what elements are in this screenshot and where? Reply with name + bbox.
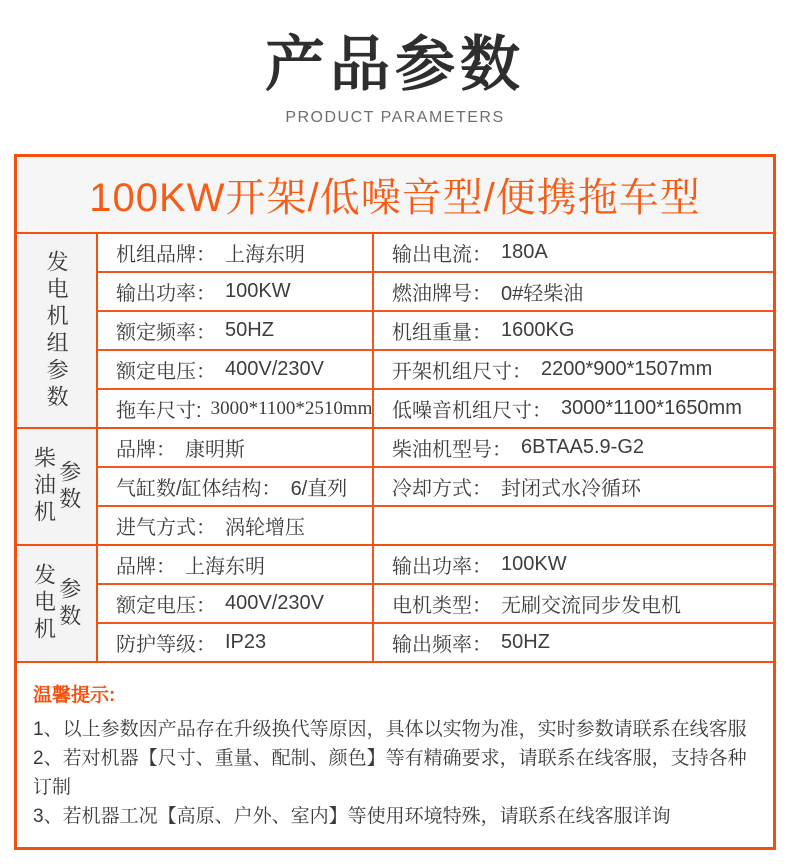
param-label: 额定电压： — [116, 361, 216, 383]
param-label: 气缸数/缸体结构： — [116, 478, 282, 500]
param-label: 拖车尺寸: — [116, 400, 202, 422]
param-cell — [374, 429, 773, 466]
param-value: 涡轮增压 — [225, 517, 305, 539]
param-label: 输出频率： — [392, 634, 492, 656]
param-value: 3000*1100*2510mm — [210, 397, 373, 419]
param-row — [98, 507, 773, 544]
param-cell — [374, 585, 773, 622]
param-cell — [374, 351, 773, 388]
param-value: 400V/230V — [225, 358, 324, 380]
param-cell — [374, 624, 773, 661]
notes-title: 温馨提示: — [33, 685, 116, 706]
param-label: 进气方式： — [116, 517, 216, 539]
param-cell — [98, 624, 374, 661]
vertical-label-sub: 参数 — [56, 576, 82, 631]
title-block — [0, 0, 790, 127]
param-cell — [98, 312, 374, 349]
param-value: 6/直列 — [290, 478, 348, 500]
section-genset-params — [17, 234, 773, 429]
param-value: 50HZ — [501, 631, 550, 653]
param-cell — [98, 351, 374, 388]
param-cell — [98, 390, 374, 427]
param-label: 机组重量： — [392, 322, 492, 344]
param-label: 冷却方式： — [392, 478, 492, 500]
param-row — [98, 312, 773, 351]
param-row — [98, 429, 773, 468]
page-title: 产品参数 — [265, 31, 525, 98]
param-cell — [98, 546, 374, 583]
param-cell — [374, 468, 773, 505]
param-value: 2200*900*1507mm — [541, 358, 713, 380]
model-header-text: 100KW开架/低噪音型/便携拖车型 — [89, 176, 701, 220]
param-cell — [374, 234, 773, 271]
param-label: 机组品牌： — [116, 244, 216, 266]
param-value: 上海东明 — [185, 556, 265, 578]
param-row — [98, 585, 773, 624]
vertical-label-sub: 参数 — [56, 459, 82, 514]
param-label: 额定电压： — [116, 595, 216, 617]
param-row — [98, 468, 773, 507]
param-value: 180A — [501, 241, 548, 263]
vertical-label-main: 发电机 — [31, 563, 57, 644]
section-label-genset — [17, 234, 98, 427]
param-value: 1600KG — [501, 319, 575, 341]
vertical-label-main: 发电机组参数 — [44, 249, 70, 412]
param-label: 开架机组尺寸： — [392, 361, 532, 383]
param-cell — [98, 429, 374, 466]
param-value: 0#轻柴油 — [501, 283, 584, 305]
param-label: 额定频率： — [116, 322, 216, 344]
param-value: 无刷交流同步发电机 — [501, 595, 681, 617]
param-label: 品牌： — [116, 556, 176, 578]
param-row — [98, 351, 773, 390]
param-value: 上海东明 — [225, 244, 305, 266]
param-label: 输出电流： — [392, 244, 492, 266]
note-line: 2、若对机器【尺寸、重量、配制、颜色】等有精确要求，请联系在线客服，支持各种订制 — [33, 748, 747, 798]
param-value: 3000*1100*1650mm — [561, 397, 742, 419]
param-row — [98, 624, 773, 661]
param-cell — [374, 546, 773, 583]
section-label-diesel — [17, 429, 98, 544]
param-label: 柴油机型号： — [392, 439, 512, 461]
param-cell — [98, 585, 374, 622]
note-line: 1、以上参数因产品存在升级换代等原因，具体以实物为准，实时参数请联系在线客服 — [33, 719, 747, 740]
section-rows — [98, 546, 773, 661]
param-cell — [374, 390, 773, 427]
vertical-label-main: 柴油机 — [31, 446, 57, 527]
param-label: 燃油牌号： — [392, 283, 492, 305]
param-value: 6BTAA5.9-G2 — [521, 436, 645, 458]
param-row — [98, 390, 773, 427]
param-value: 400V/230V — [225, 592, 324, 614]
param-label: 输出功率： — [116, 283, 216, 305]
section-rows — [98, 429, 773, 544]
product-parameters-panel — [14, 154, 776, 850]
param-label: 低噪音机组尺寸： — [392, 400, 552, 422]
model-header — [17, 157, 773, 234]
param-cell — [374, 312, 773, 349]
note-line: 3、若机器工况【高原、户外、室内】等使用环境特殊，请联系在线客服详询 — [33, 806, 671, 827]
param-row — [98, 273, 773, 312]
section-generator-params — [17, 546, 773, 663]
param-value: 康明斯 — [185, 439, 245, 461]
param-cell — [98, 273, 374, 310]
param-cell — [98, 468, 374, 505]
param-label: 电机类型： — [392, 595, 492, 617]
param-value: 100KW — [225, 280, 291, 302]
page-subtitle: PRODUCT PARAMETERS — [285, 109, 505, 126]
notes-section — [17, 663, 773, 847]
section-rows — [98, 234, 773, 427]
param-value: 100KW — [501, 553, 567, 575]
section-label-generator — [17, 546, 98, 661]
param-row — [98, 546, 773, 585]
section-diesel-params — [17, 429, 773, 546]
param-label: 品牌： — [116, 439, 176, 461]
param-cell — [374, 273, 773, 310]
param-value: IP23 — [225, 631, 267, 653]
param-label: 防护等级： — [116, 634, 216, 656]
param-label: 输出功率： — [392, 556, 492, 578]
param-value: 50HZ — [225, 319, 274, 341]
param-row — [98, 234, 773, 273]
param-cell — [98, 234, 374, 271]
param-cell-empty — [374, 507, 773, 544]
param-cell — [98, 507, 374, 544]
param-value: 封闭式水冷循环 — [501, 478, 641, 500]
